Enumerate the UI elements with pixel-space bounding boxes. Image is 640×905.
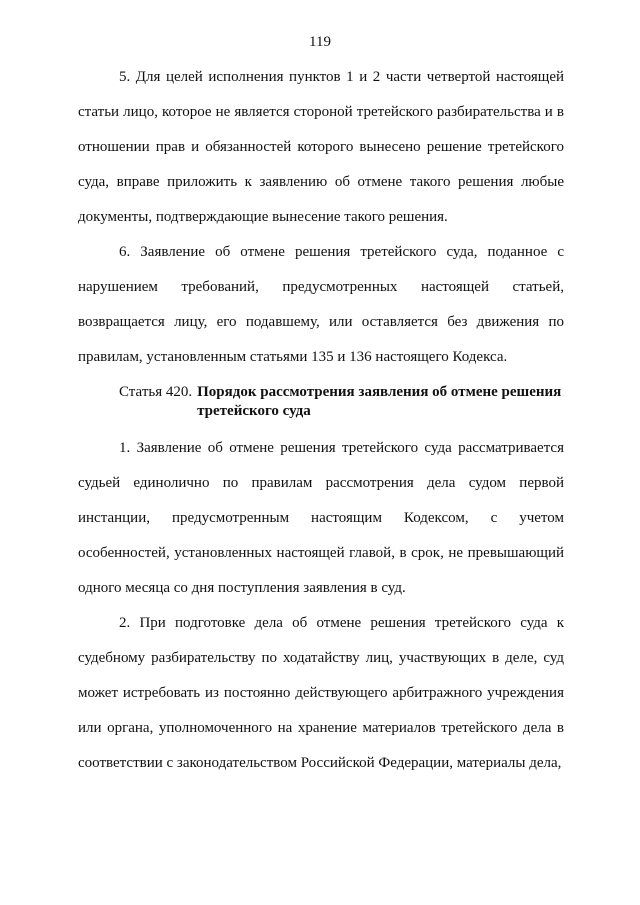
document-body bbox=[78, 60, 564, 781]
article-number: Статья 420. bbox=[119, 384, 193, 400]
page-number: 119 bbox=[309, 34, 331, 50]
article-heading bbox=[119, 383, 564, 421]
paragraph-6: 6. Заявление об отмене решения третейского суда, поданное с нарушением требований, предусмотренных настоящей статьей, возвращается лицу, его подавшему, или оставляется без движения по правилам, установленным статьями 135 и 136 настоящего Кодекса. bbox=[78, 244, 564, 365]
article-title: Порядок рассмотрения заявления об отмене решения третейского суда bbox=[197, 384, 562, 419]
paragraph-2: 2. При подготовке дела об отмене решения третейского суда к судебному разбирательству по ходатайству лиц, участвующих в деле, суд может истребовать из постоянно действующего арбитражного учреждения или органа, уполномоченного на хранение материалов третейского дела в соответствии с законодательством Российской Федерации, материалы дела, bbox=[78, 615, 564, 771]
paragraph-1: 1. Заявление об отмене решения третейского суда рассматривается судьей единолично по правилам рассмотрения дела судом первой инстанции, предусмотренным настоящим Кодексом, с учетом особенностей, установленных настоящей главой, в срок, не превышающий одного месяца со дня поступления заявления в суд. bbox=[78, 440, 564, 596]
paragraph-5: 5. Для целей исполнения пунктов 1 и 2 части четвертой настоящей статьи лицо, которое не является стороной третейского разбирательства и в отношении прав и обязанностей которого вынесено решение третейского суда, вправе приложить к заявлению об отмене такого решения любые документы, подтверждающие вынесение такого решения. bbox=[78, 69, 564, 225]
